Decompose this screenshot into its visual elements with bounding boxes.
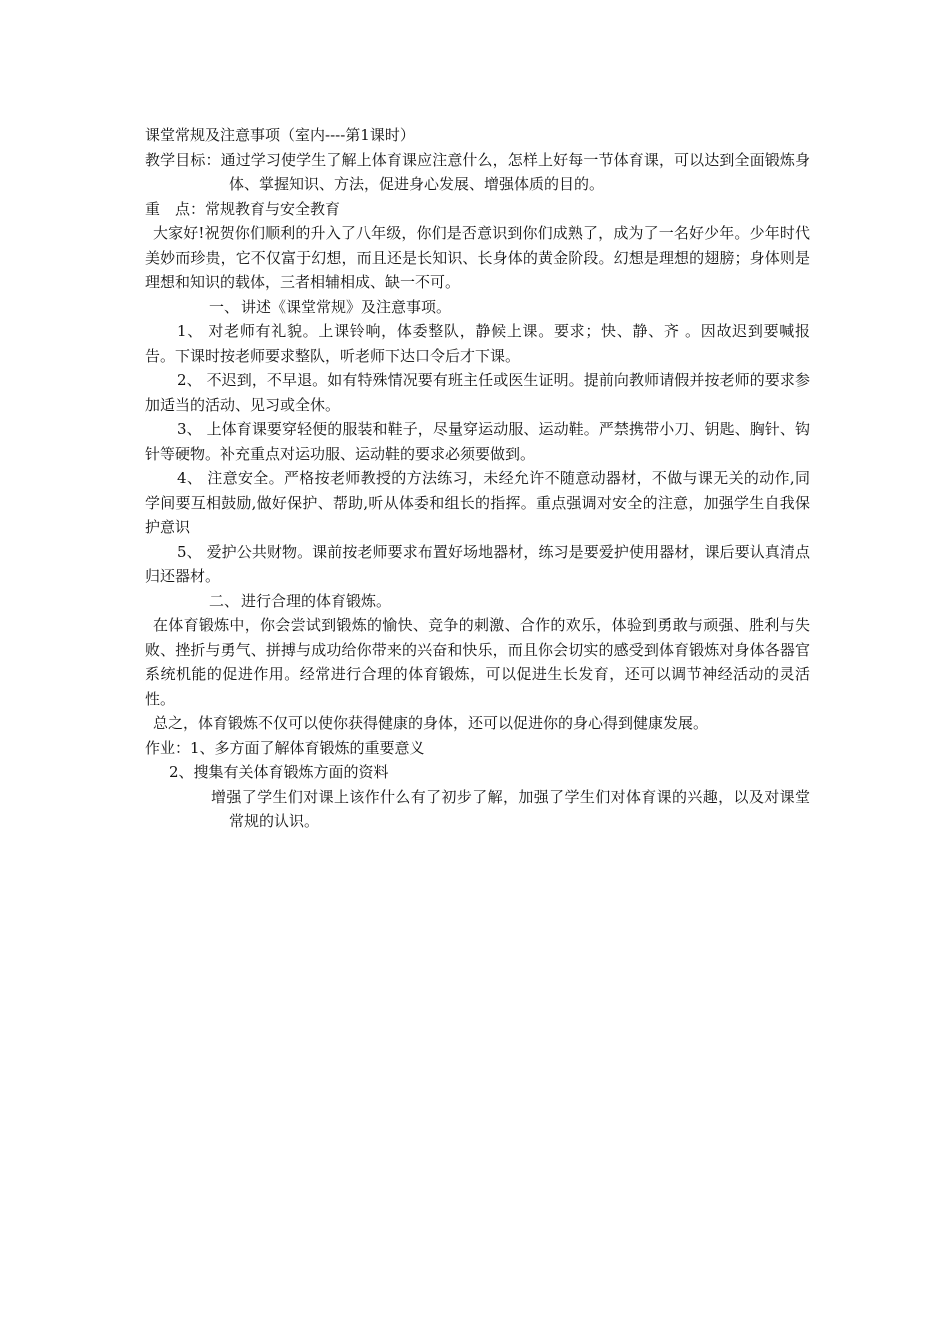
exercise-paragraph: 在体育锻炼中，你会尝试到锻炼的愉快、竞争的刺激、合作的欢乐，体验到勇敢与顽强、胜利与失败、挫折与勇气、拼搏与成功给你带来的兴奋和快乐，而且你会切实的感受到体育锻炼对身体各器官系统机能的促进作用。经常进行合理的体育锻炼，可以促进生长发育，还可以调节神经活动的灵活性。 — [145, 616, 810, 708]
rule-item: 4、 注意安全。严格按老师教授的方法练习，未经允许不随意动器材，不做与课无关的动作,同学间要互相鼓励,做好保护、帮助,听从体委和组长的指挥。重点强调对安全的注意，加强学生自我保护意识 — [145, 469, 810, 536]
key-focus: 重 点：常规教育与安全教育 — [145, 199, 341, 218]
lesson-title: 课堂常规及注意事项（室内----第1课时） — [145, 126, 415, 144]
homework-line-1: 作业：1、多方面了解体育锻炼的重要意义 — [145, 738, 425, 757]
section-heading-1 — [145, 295, 810, 320]
section-number-2: 二、 — [209, 591, 240, 610]
rule-item: 1、 对老师有礼貌。上课铃响，体委整队，静候上课。要求；快、静、齐 。因故迟到要喊报告。下课时按老师要求整队，听老师下达口令后才下课。 — [145, 322, 810, 365]
document-body — [145, 123, 810, 834]
section-text-2: 进行合理的体育锻炼。 — [241, 591, 392, 610]
intro-paragraph: 大家好!祝贺你们顺利的升入了八年级，你们是否意识到你们成熟了，成为了一名好少年。少年时代美妙而珍贵，它不仅富于幻想，而且还是长知识、长身体的黄金阶段。幻想是理想的翅膀；身体则是理想和知识的载体，三者相辅相成、缺一不可。 — [145, 224, 810, 291]
rule-item: 5、 爱护公共财物。课前按老师要求布置好场地器材，练习是要爱护使用器材，课后要认真清点归还器材。 — [145, 542, 810, 585]
homework-line-2: 2、搜集有关体育锻炼方面的资料 — [169, 763, 389, 781]
section-heading-2 — [145, 589, 810, 614]
section-text-1: 讲述《课堂常规》及注意事项。 — [241, 297, 452, 316]
conclusion-paragraph: 总之，体育锻炼不仅可以使你获得健康的身体，还可以促进你的身心得到健康发展。 — [153, 714, 709, 732]
reflection-paragraph: 增强了学生们对课上该作什么有了初步了解，加强了学生们对体育课的兴趣，以及对课堂常规的认识。 — [211, 787, 810, 830]
rule-item: 3、 上体育课要穿轻便的服装和鞋子，尽量穿运动服、运动鞋。严禁携带小刀、钥匙、胸针、钩针等硬物。补充重点对运功服、运动鞋的要求必须要做到。 — [145, 420, 810, 463]
section-number-1: 一、 — [209, 297, 240, 316]
teaching-objective: 教学目标：通过学习使学生了解上体育课应注意什么，怎样上好每一节体育课，可以达到全面锻炼身体、掌握知识、方法，促进身心发展、增强体质的目的。 — [145, 150, 810, 193]
rule-item: 2、 不迟到，不早退。如有特殊情况要有班主任或医生证明。提前向教师请假并按老师的要求参加适当的活动、见习或全休。 — [145, 371, 810, 414]
